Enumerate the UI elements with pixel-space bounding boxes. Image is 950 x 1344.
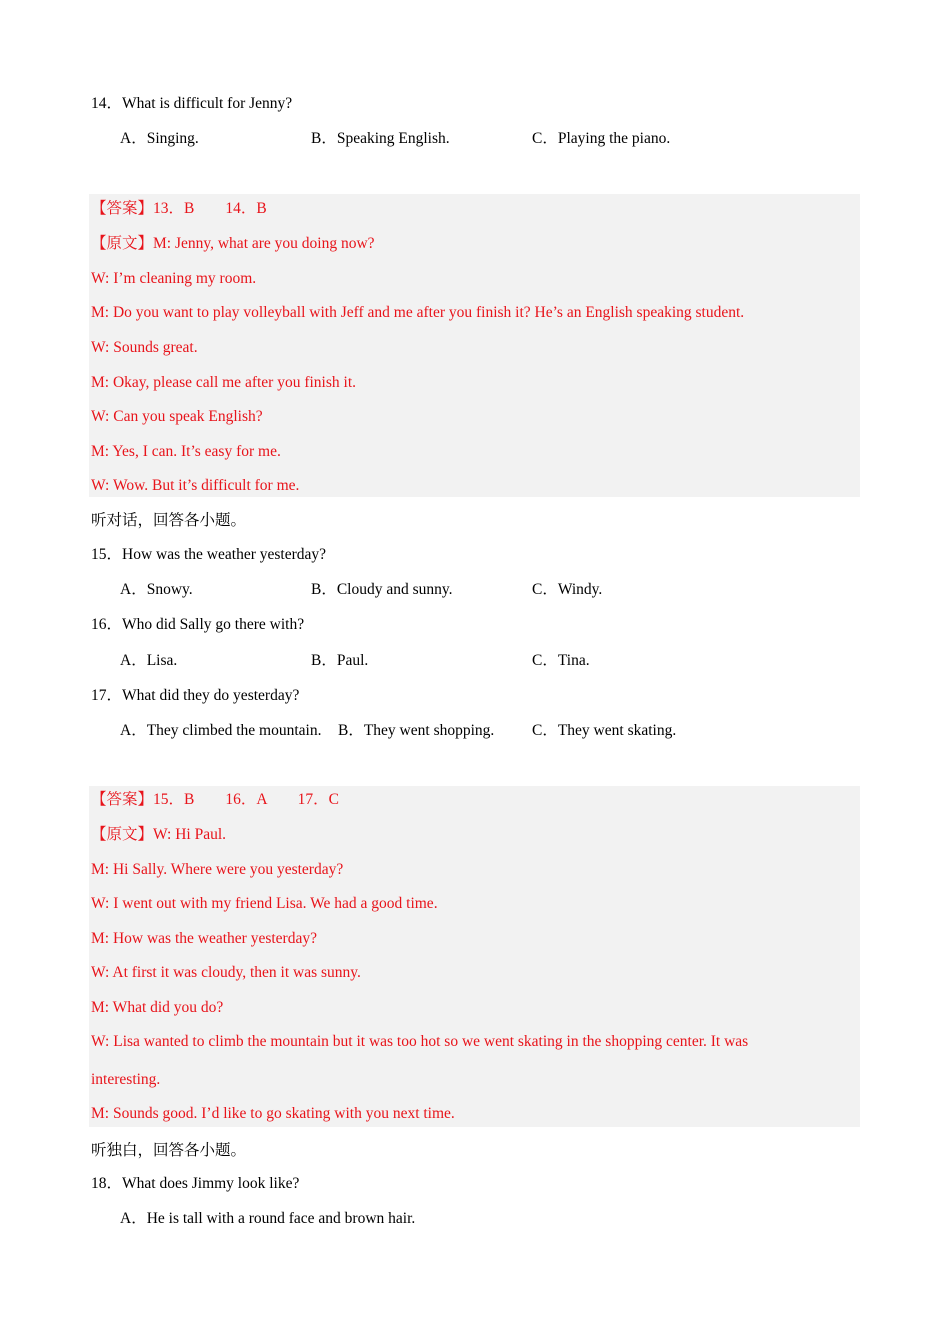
transcript-line: 【原文】M: Jenny, what are you doing now? <box>91 235 375 252</box>
answer-key-2: 【答案】15．B 16．A 17．C <box>91 791 340 808</box>
transcript-line: M: Hi Sally. Where were you yesterday? <box>91 861 344 878</box>
q16-option-c: C．Tina. <box>532 652 590 669</box>
transcript-line: interesting. <box>91 1071 161 1088</box>
answer-box-1 <box>89 194 860 497</box>
q16-option-a: A．Lisa. <box>120 652 178 669</box>
q15-option-b: B．Cloudy and sunny. <box>311 581 453 598</box>
q15-option-c: C．Windy. <box>532 581 603 598</box>
transcript-line: W: I’m cleaning my room. <box>91 270 257 287</box>
question-15: 15．How was the weather yesterday? <box>91 546 326 563</box>
transcript-line: 【原文】W: Hi Paul. <box>91 826 227 843</box>
q18-option-a: A．He is tall with a round face and brown hair. <box>120 1210 416 1227</box>
q15-option-a: A．Snowy. <box>120 581 193 598</box>
transcript-line: M: What did you do? <box>91 999 224 1016</box>
q14-option-c: C．Playing the piano. <box>532 130 671 147</box>
transcript-line: W: Can you speak English? <box>91 408 263 425</box>
section-instruction: 听独白，回答各小题。 <box>91 1142 247 1159</box>
question-16: 16．Who did Sally go there with? <box>91 616 305 633</box>
transcript-line: W: Lisa wanted to climb the mountain but it was too hot so we went skating in the shopping center. It was <box>91 1033 749 1050</box>
transcript-line: W: Sounds great. <box>91 339 198 356</box>
answer-box-2 <box>89 786 860 1127</box>
answer-key-1: 【答案】13．B 14．B <box>91 200 267 217</box>
transcript-line: W: I went out with my friend Lisa. We had a good time. <box>91 895 438 912</box>
q16-option-b: B．Paul. <box>311 652 369 669</box>
question-18: 18．What does Jimmy look like? <box>91 1175 300 1192</box>
q14-option-b: B．Speaking English. <box>311 130 450 147</box>
question-17: 17．What did they do yesterday? <box>91 687 300 704</box>
transcript-line: M: Yes, I can. It’s easy for me. <box>91 443 281 460</box>
q17-option-c: C．They went skating. <box>532 722 677 739</box>
transcript-line: W: At first it was cloudy, then it was sunny. <box>91 964 361 981</box>
transcript-line: M: Do you want to play volleyball with Jeff and me after you finish it? He’s an English speaking student. <box>91 304 745 321</box>
q17-option-b: B．They went shopping. <box>338 722 495 739</box>
transcript-line: M: Sounds good. I’d like to go skating with you next time. <box>91 1105 455 1122</box>
transcript-line: W: Wow. But it’s difficult for me. <box>91 477 300 494</box>
q14-option-a: A．Singing. <box>120 130 199 147</box>
transcript-line: M: Okay, please call me after you finish it. <box>91 374 356 391</box>
q17-option-a: A．They climbed the mountain. <box>120 722 322 739</box>
question-14: 14．What is difficult for Jenny? <box>91 95 293 112</box>
transcript-line: M: How was the weather yesterday? <box>91 930 317 947</box>
section-instruction: 听对话，回答各小题。 <box>91 512 247 529</box>
